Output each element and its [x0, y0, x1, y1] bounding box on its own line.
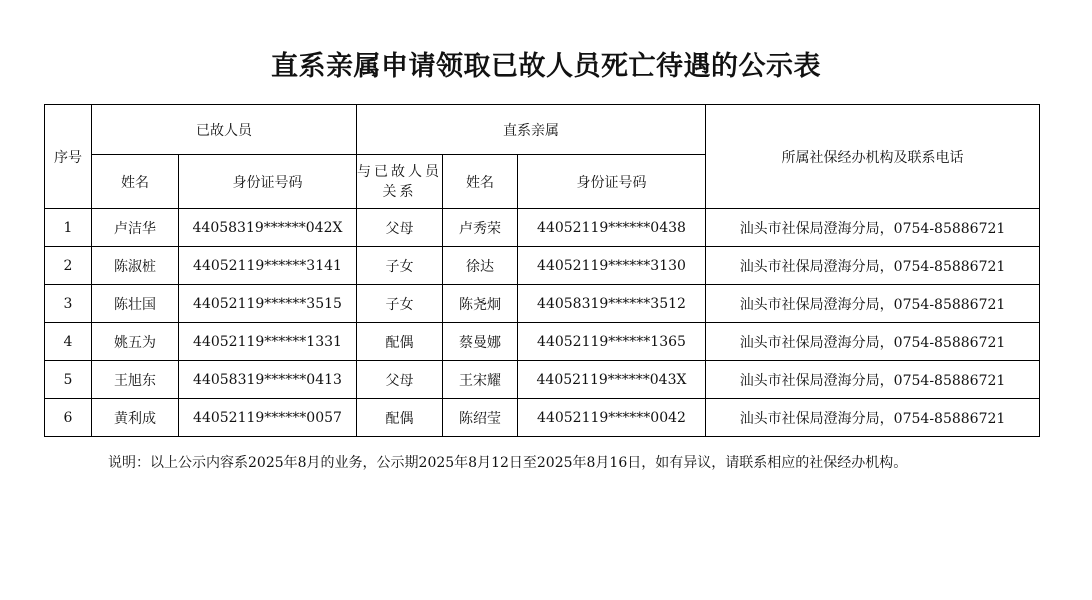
header-relation: 与已故人员关系: [357, 155, 443, 209]
cell-relative-id: 44052119******0438: [518, 209, 706, 247]
header-relative-group: 直系亲属: [357, 105, 706, 155]
cell-relative-id: 44058319******3512: [518, 285, 706, 323]
cell-relation: 配偶: [357, 323, 443, 361]
cell-relative-id: 44052119******0042: [518, 399, 706, 437]
cell-seq: 1: [45, 209, 92, 247]
table-row: [45, 247, 1040, 285]
cell-relative-name: 卢秀荣: [443, 209, 518, 247]
cell-id: 44058319******0413: [179, 361, 357, 399]
cell-relation: 配偶: [357, 399, 443, 437]
cell-name: 姚五为: [92, 323, 179, 361]
header-agency: 所属社保经办机构及联系电话: [706, 105, 1040, 209]
header-name: 姓名: [92, 155, 179, 209]
cell-relation: 父母: [357, 209, 443, 247]
footnote: 说明：以上公示内容系2025年8月的业务，公示期2025年8月12日至2025年8月16日，如有异议，请联系相应的社保经办机构。: [108, 455, 908, 471]
cell-seq: 5: [45, 361, 92, 399]
cell-relative-name: 陈绍莹: [443, 399, 518, 437]
header-id-number: 身份证号码: [179, 155, 357, 209]
cell-name: 王旭东: [92, 361, 179, 399]
cell-seq: 2: [45, 247, 92, 285]
table-row: [45, 399, 1040, 437]
table-row: [45, 285, 1040, 323]
cell-relative-name: 蔡曼娜: [443, 323, 518, 361]
table-row: [45, 323, 1040, 361]
cell-relative-id: 44052119******3130: [518, 247, 706, 285]
cell-relative-name: 陈尧炯: [443, 285, 518, 323]
cell-name: 陈壮国: [92, 285, 179, 323]
cell-id: 44052119******3141: [179, 247, 357, 285]
cell-relative-name: 王宋耀: [443, 361, 518, 399]
cell-id: 44052119******1331: [179, 323, 357, 361]
cell-agency: 汕头市社保局澄海分局，0754-85886721: [706, 399, 1040, 437]
page-title: 直系亲属申请领取已故人员死亡待遇的公示表: [271, 51, 821, 82]
cell-relation: 子女: [357, 285, 443, 323]
cell-name: 陈淑桩: [92, 247, 179, 285]
cell-relation: 子女: [357, 247, 443, 285]
cell-id: 44058319******042X: [179, 209, 357, 247]
table-row: [45, 209, 1040, 247]
cell-seq: 6: [45, 399, 92, 437]
header-deceased-group: 已故人员: [92, 105, 357, 155]
cell-agency: 汕头市社保局澄海分局，0754-85886721: [706, 285, 1040, 323]
cell-relation: 父母: [357, 361, 443, 399]
header-relative-name: 姓名: [443, 155, 518, 209]
cell-name: 黄利成: [92, 399, 179, 437]
cell-seq: 3: [45, 285, 92, 323]
cell-name: 卢洁华: [92, 209, 179, 247]
cell-agency: 汕头市社保局澄海分局，0754-85886721: [706, 247, 1040, 285]
cell-id: 44052119******3515: [179, 285, 357, 323]
cell-relative-id: 44052119******043X: [518, 361, 706, 399]
cell-agency: 汕头市社保局澄海分局，0754-85886721: [706, 209, 1040, 247]
cell-agency: 汕头市社保局澄海分局，0754-85886721: [706, 361, 1040, 399]
cell-agency: 汕头市社保局澄海分局，0754-85886721: [706, 323, 1040, 361]
header-seq: 序号: [45, 105, 92, 209]
cell-id: 44052119******0057: [179, 399, 357, 437]
cell-relative-name: 徐达: [443, 247, 518, 285]
notice-table: [44, 104, 1040, 437]
table-row: [45, 361, 1040, 399]
cell-relative-id: 44052119******1365: [518, 323, 706, 361]
header-relative-id-number: 身份证号码: [518, 155, 706, 209]
cell-seq: 4: [45, 323, 92, 361]
